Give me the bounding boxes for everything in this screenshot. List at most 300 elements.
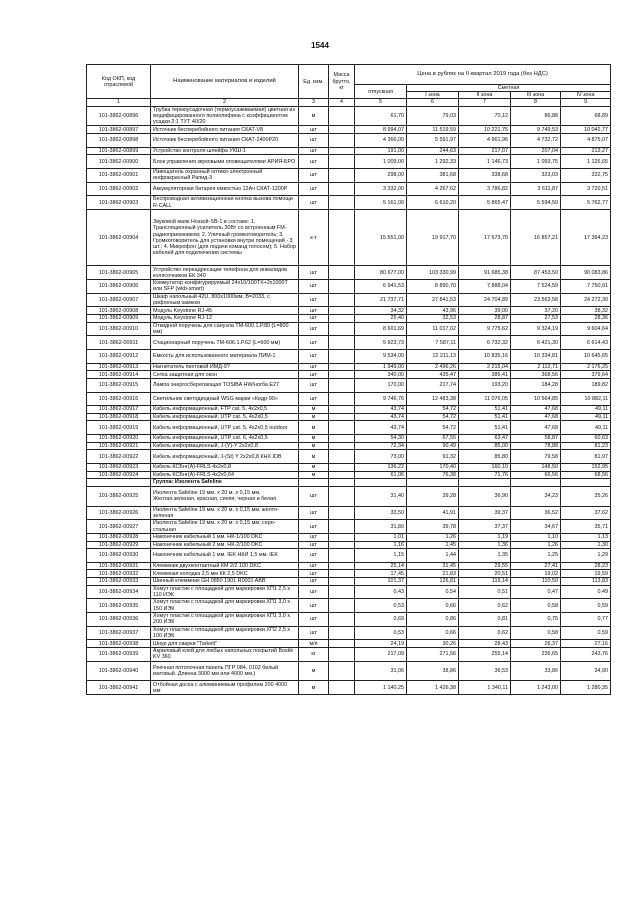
row-zone-3-price: 27,41 xyxy=(511,562,561,570)
row-mass xyxy=(329,413,355,421)
row-code: 101-3862-00922 xyxy=(87,450,151,464)
table-row xyxy=(87,585,611,599)
row-zone-4-price: 152,95 xyxy=(561,464,611,472)
row-zone-4-price: 34,90 xyxy=(561,661,611,681)
row-code: 101-3862-00912 xyxy=(87,350,151,364)
row-mass xyxy=(329,293,355,307)
row-zone-1-price xyxy=(407,479,459,487)
table-row xyxy=(87,578,611,586)
row-zone-4-price: 24 272,30 xyxy=(561,293,611,307)
row-zone-1-price: 11 017,02 xyxy=(407,322,459,336)
row-zone-3-price: 2 112,71 xyxy=(511,363,561,371)
row-zone-2-price: 28,87 xyxy=(459,315,511,323)
table-row xyxy=(87,471,611,479)
row-mass xyxy=(329,168,355,182)
table-row xyxy=(87,520,611,534)
row-zone-2-price: 1 340,11 xyxy=(459,681,511,695)
row-name: Беспроводная активизационная кнопка вызова помощи R-CALL xyxy=(151,196,299,210)
row-zone-1-price: 217,74 xyxy=(407,378,459,392)
row-zone-2-price: 20,51 xyxy=(459,570,511,578)
table-row xyxy=(87,421,611,435)
table-row xyxy=(87,541,611,549)
row-zone-4-price: 10 645,65 xyxy=(561,350,611,364)
row-unit: шт xyxy=(299,578,329,586)
row-mass xyxy=(329,534,355,542)
row-zone-2-price: 193,20 xyxy=(459,378,511,392)
row-zone-1-price: 19 917,70 xyxy=(407,210,459,266)
row-name: Трубка термоусадочная (термоусаживаемая) цветная из модифицированного полиолефина с коэффициентом усадки 2:1 ТУТ 40/20 xyxy=(151,106,299,126)
row-unit: шт xyxy=(299,371,329,379)
column-number: 7 xyxy=(459,99,511,106)
row-zone-1-price: 91,32 xyxy=(407,450,459,464)
table-row xyxy=(87,648,611,662)
column-number: 1 xyxy=(87,99,151,106)
row-zone-4-price: 7 750,91 xyxy=(561,280,611,294)
row-zone-2-price: 4 961,96 xyxy=(459,134,511,148)
row-zone-2-price: 71,76 xyxy=(459,471,511,479)
row-name: Устройство контроля шлейфа УКШ-1 xyxy=(151,147,299,155)
row-zone-2-price: 119,14 xyxy=(459,578,511,586)
row-release-price: 61,70 xyxy=(355,106,407,126)
row-zone-2-price: 9 775,62 xyxy=(459,322,511,336)
row-unit: м xyxy=(299,421,329,435)
group-row xyxy=(87,479,611,487)
row-release-price: 5 161,00 xyxy=(355,196,407,210)
row-mass xyxy=(329,210,355,266)
row-mass xyxy=(329,471,355,479)
row-code: 101-3862-00932 xyxy=(87,570,151,578)
row-unit: шт xyxy=(299,336,329,350)
row-name: Шинный клеммник GH 0850 1901 R0001 ABB xyxy=(151,578,299,586)
row-code: 101-3862-00901 xyxy=(87,168,151,182)
row-zone-3-price: 323,03 xyxy=(511,168,561,182)
row-zone-2-price: 0,81 xyxy=(459,613,511,627)
row-zone-1-price: 435,47 xyxy=(407,371,459,379)
row-zone-1-price: 0,86 xyxy=(407,613,459,627)
row-mass xyxy=(329,681,355,695)
row-unit: шт xyxy=(299,506,329,520)
header-estimate: Сметная xyxy=(407,85,611,92)
row-zone-1-price: 79,03 xyxy=(407,106,459,126)
row-zone-1-price: 1,26 xyxy=(407,534,459,542)
row-unit: шт xyxy=(299,155,329,169)
column-numbers-row xyxy=(87,99,611,106)
row-zone-1-price: 32,53 xyxy=(407,315,459,323)
row-code: 101-3862-00924 xyxy=(87,471,151,479)
row-name: Хомут пластик с площадкой для маркировки ХП1 2,5 х 110 ИЭК xyxy=(151,585,299,599)
row-zone-3-price: 1 243,00 xyxy=(511,681,561,695)
row-code: 101-3862-00900 xyxy=(87,155,151,169)
row-zone-1-price: 0,54 xyxy=(407,585,459,599)
row-release-price: 80 677,00 xyxy=(355,266,407,280)
row-zone-2-price: 63,47 xyxy=(459,435,511,443)
row-unit xyxy=(299,479,329,487)
table-row xyxy=(87,315,611,323)
row-code: 101-3862-00927 xyxy=(87,520,151,534)
row-zone-4-price: 37,62 xyxy=(561,506,611,520)
row-zone-1-price: 12 483,38 xyxy=(407,392,459,406)
table-row xyxy=(87,134,611,148)
header-zone-1: I зона xyxy=(407,92,459,99)
row-zone-2-price: 1,19 xyxy=(459,534,511,542)
row-mass xyxy=(329,350,355,364)
row-mass xyxy=(329,506,355,520)
row-zone-4-price: 49,11 xyxy=(561,406,611,414)
row-zone-3-price: 0,58 xyxy=(511,626,561,640)
row-zone-2-price: 3 786,82 xyxy=(459,182,511,196)
row-mass xyxy=(329,371,355,379)
row-zone-3-price: 10 564,85 xyxy=(511,392,561,406)
row-release-price: 61,06 xyxy=(355,471,407,479)
row-zone-4-price: 3 720,51 xyxy=(561,182,611,196)
row-unit: м xyxy=(299,450,329,464)
row-release-price: 1,01 xyxy=(355,534,407,542)
row-zone-3-price: 110,50 xyxy=(511,578,561,586)
row-mass xyxy=(329,450,355,464)
row-zone-4-price: 17 364,23 xyxy=(561,210,611,266)
row-code: 101-3862-00926 xyxy=(87,506,151,520)
row-code: 101-3862-00941 xyxy=(87,681,151,695)
row-zone-3-price: 1,10 xyxy=(511,534,561,542)
row-zone-2-price: 1 146,73 xyxy=(459,155,511,169)
row-release-price: 15 551,00 xyxy=(355,210,407,266)
row-zone-2-price: 91 685,38 xyxy=(459,266,511,280)
row-zone-2-price: 2 215,04 xyxy=(459,363,511,371)
header-code: Код ОКП, код отраслевой xyxy=(87,65,151,99)
table-row xyxy=(87,562,611,570)
row-zone-2-price: 36,90 xyxy=(459,486,511,506)
row-zone-1-price: 6 610,20 xyxy=(407,196,459,210)
row-code: 101-3862-00937 xyxy=(87,626,151,640)
row-name: Хомут пластик с площадкой для маркировки ХП1 3,0 х 150 ИЭК xyxy=(151,599,299,613)
row-zone-4-price: 90 083,86 xyxy=(561,266,611,280)
header-zone-4: IV зона xyxy=(561,92,611,99)
row-name: Наконечник кабельный 1 мм. IEK НКИ 1,5 мм. IEK xyxy=(151,549,299,563)
table-row xyxy=(87,126,611,134)
row-code: 101-3862-00896 xyxy=(87,106,151,126)
row-name: Реечная потолочная панель ПГР 084, 0102 белый матовый. Длинна 3000 мм или 4000 мм.) xyxy=(151,661,299,681)
row-zone-1-price: 31,45 xyxy=(407,562,459,570)
column-number: 8 xyxy=(511,99,561,106)
row-zone-2-price: 6 732,32 xyxy=(459,336,511,350)
row-zone-4-price: 0,59 xyxy=(561,599,611,613)
row-zone-2-price: 0,62 xyxy=(459,599,511,613)
column-number: 3 xyxy=(299,99,329,106)
row-unit: шт xyxy=(299,520,329,534)
row-mass xyxy=(329,266,355,280)
table-row xyxy=(87,168,611,182)
row-name: Шкаф напольный 42U, 800x1000мм, В=2033, с рифленым замком xyxy=(151,293,299,307)
row-mass xyxy=(329,570,355,578)
row-zone-3-price: 26,37 xyxy=(511,640,561,648)
row-release-price: 6 941,53 xyxy=(355,280,407,294)
row-mass xyxy=(329,182,355,196)
table-row xyxy=(87,442,611,450)
row-zone-2-price: 1,35 xyxy=(459,549,511,563)
row-code: 101-3862-00917 xyxy=(87,406,151,414)
row-unit: м xyxy=(299,464,329,472)
row-zone-3-price: 9 324,19 xyxy=(511,322,561,336)
row-code: 101-3862-00898 xyxy=(87,134,151,148)
row-zone-4-price: 6 614,43 xyxy=(561,336,611,350)
table-row xyxy=(87,661,611,681)
row-unit: м xyxy=(299,442,329,450)
table-row xyxy=(87,464,611,472)
row-name: Модуль Keystone RJ-45 xyxy=(151,307,299,315)
row-mass xyxy=(329,486,355,506)
row-zone-3-price: 10 334,81 xyxy=(511,350,561,364)
row-zone-1-price: 11 519,59 xyxy=(407,126,459,134)
table-row xyxy=(87,392,611,406)
table-row xyxy=(87,450,611,464)
row-code: 101-3862-00936 xyxy=(87,613,151,627)
row-zone-4-price: 68,89 xyxy=(561,106,611,126)
row-zone-3-price: 1,25 xyxy=(511,549,561,563)
row-mass xyxy=(329,442,355,450)
row-release-price: 298,00 xyxy=(355,168,407,182)
table-row xyxy=(87,640,611,648)
row-unit: шт xyxy=(299,486,329,506)
table-row xyxy=(87,182,611,196)
table-row xyxy=(87,280,611,294)
row-unit: кг xyxy=(299,648,329,662)
row-zone-2-price: 338,68 xyxy=(459,168,511,182)
row-zone-3-price: 3 611,87 xyxy=(511,182,561,196)
row-zone-3-price: 236,65 xyxy=(511,648,561,662)
row-zone-2-price: 7 888,04 xyxy=(459,280,511,294)
row-code: 101-3862-00918 xyxy=(87,413,151,421)
row-release-price: 8 601,69 xyxy=(355,322,407,336)
row-unit: м xyxy=(299,106,329,126)
row-release-price: 101,37 xyxy=(355,578,407,586)
row-zone-2-price: 29,55 xyxy=(459,562,511,570)
row-zone-3-price: 9 749,53 xyxy=(511,126,561,134)
row-name: Клеммная колодка 2,5 мм КК 2,5 DKC xyxy=(151,570,299,578)
row-unit: шт xyxy=(299,562,329,570)
table-row xyxy=(87,196,611,210)
row-release-price: 31,40 xyxy=(355,486,407,506)
table-row xyxy=(87,293,611,307)
row-code: 101-3862-00930 xyxy=(87,549,151,563)
row-release-price: 54,30 xyxy=(355,435,407,443)
row-zone-3-price: 148,50 xyxy=(511,464,561,472)
row-unit: м xyxy=(299,681,329,695)
row-zone-4-price: 68,56 xyxy=(561,471,611,479)
row-zone-2-price: 51,41 xyxy=(459,406,511,414)
row-mass xyxy=(329,315,355,323)
row-zone-4-price: 243,76 xyxy=(561,648,611,662)
row-name: Шнур для сварки "Tarkett" xyxy=(151,640,299,648)
row-mass xyxy=(329,613,355,627)
row-unit: м xyxy=(299,471,329,479)
table-row xyxy=(87,534,611,542)
row-code: 101-3862-00915 xyxy=(87,378,151,392)
row-release-price: 0,53 xyxy=(355,626,407,640)
row-code: 101-3862-00920 xyxy=(87,435,151,443)
row-code: 101-3862-00905 xyxy=(87,266,151,280)
column-number: 4 xyxy=(329,99,355,106)
row-zone-2-price: 11 076,05 xyxy=(459,392,511,406)
row-zone-3-price: 7 524,59 xyxy=(511,280,561,294)
row-name: Кабель информационный, UTP cat. 6, 4x2x0,5 xyxy=(151,435,299,443)
row-release-price: 43,74 xyxy=(355,406,407,414)
row-zone-3-price: 0,47 xyxy=(511,585,561,599)
row-zone-1-price: 76,38 xyxy=(407,471,459,479)
row-unit: шт xyxy=(299,293,329,307)
row-zone-2-price: 217,07 xyxy=(459,147,511,155)
row-zone-4-price: 0,49 xyxy=(561,585,611,599)
row-code: 101-3862-00909 xyxy=(87,315,151,323)
row-code: 101-3862-00899 xyxy=(87,147,151,155)
row-unit: м xyxy=(299,406,329,414)
row-code: 101-3862-00907 xyxy=(87,293,151,307)
row-zone-4-price: 35,71 xyxy=(561,520,611,534)
row-zone-2-price: 70,12 xyxy=(459,106,511,126)
row-zone-3-price: 16 857,21 xyxy=(511,210,561,266)
row-zone-2-price: 0,62 xyxy=(459,626,511,640)
row-zone-4-price: 5 762,77 xyxy=(561,196,611,210)
row-mass xyxy=(329,378,355,392)
row-zone-2-price: 39,00 xyxy=(459,307,511,315)
row-zone-1-price: 103 330,99 xyxy=(407,266,459,280)
row-release-price: 5 923,73 xyxy=(355,336,407,350)
row-zone-3-price: 184,28 xyxy=(511,378,561,392)
row-code: 101-3862-00934 xyxy=(87,585,151,599)
row-name: Лампа энергосберегающая TOSIBA HW/ногба Е27 xyxy=(151,378,299,392)
row-code: 101-3862-00925 xyxy=(87,486,151,506)
row-release-price: 191,00 xyxy=(355,147,407,155)
table-row xyxy=(87,570,611,578)
row-zone-2-price: 51,41 xyxy=(459,413,511,421)
row-name: Звуковой маяк Ноззой-SB-1 в составе: 1. Трансляционный усилитель 30Вт со встроенным FM- радиоприемником; 2. Уличный громкоговоритель; 3. Громкоговоритель для установки внутри помещений - 3 шт.; 4. Микрофон (для подачи команд голосом); 5. Набор кабелей для подключения системы xyxy=(151,210,299,266)
row-code: 101-3862-00913 xyxy=(87,363,151,371)
table-row xyxy=(87,378,611,392)
row-unit: шт xyxy=(299,570,329,578)
row-release-price: 43,74 xyxy=(355,413,407,421)
row-zone-2-price: 5 865,47 xyxy=(459,196,511,210)
row-zone-3-price: 19,02 xyxy=(511,570,561,578)
row-code: 101-3862-00923 xyxy=(87,464,151,472)
row-zone-3-price: 37,20 xyxy=(511,307,561,315)
row-release-price: 1 949,00 xyxy=(355,363,407,371)
table-row xyxy=(87,435,611,443)
row-unit: шт xyxy=(299,196,329,210)
page-number: 1544 xyxy=(311,41,329,50)
row-mass xyxy=(329,648,355,662)
row-code: 101-3862-00910 xyxy=(87,322,151,336)
row-zone-1-price: 271,56 xyxy=(407,648,459,662)
table-row xyxy=(87,681,611,695)
row-zone-4-price: 27,16 xyxy=(561,640,611,648)
row-name: Изолента Safeline 19 мм. х 20 м. х 0,15 мм. серо-стальная xyxy=(151,520,299,534)
row-mass xyxy=(329,155,355,169)
row-name: Кабель информационный, UTP cat. 5, 4x2x0,5 outdoor xyxy=(151,421,299,435)
column-number: 2 xyxy=(151,99,299,106)
row-zone-3-price: 79,58 xyxy=(511,450,561,464)
row-unit: шт xyxy=(299,126,329,134)
row-name: Модуль Keystone RJ-12 xyxy=(151,315,299,323)
row-unit: м/п xyxy=(299,640,329,648)
row-zone-4-price: 28,23 xyxy=(561,562,611,570)
table-row xyxy=(87,210,611,266)
row-zone-4-price: 379,64 xyxy=(561,371,611,379)
row-name: Откидной поручень для санузла ТМ-600.1.Р.80 (L=800 мм) xyxy=(151,322,299,336)
row-zone-1-price: 12 211,13 xyxy=(407,350,459,364)
row-name: Сетка защитная для окон xyxy=(151,371,299,379)
row-release-price: 17,45 xyxy=(355,570,407,578)
row-release-price: 31,06 xyxy=(355,661,407,681)
row-release-price: 340,00 xyxy=(355,371,407,379)
row-unit: шт xyxy=(299,322,329,336)
row-unit: м xyxy=(299,435,329,443)
row-name: Изолента Safeline 19 мм. х 20 м. х 0,15 мм. желто-зеленая xyxy=(151,506,299,520)
row-release-price: 73,00 xyxy=(355,450,407,464)
column-number: 5 xyxy=(355,99,407,106)
table-row xyxy=(87,155,611,169)
row-code: 101-3862-00903 xyxy=(87,196,151,210)
row-zone-3-price: 33,86 xyxy=(511,661,561,681)
row-zone-1-price: 39,78 xyxy=(407,520,459,534)
row-zone-3-price: 47,68 xyxy=(511,406,561,414)
row-unit: шт xyxy=(299,168,329,182)
row-name: Емкость для использованного материала ПИМ-1 xyxy=(151,350,299,364)
row-name: Коммутатор конфигурируемый 24x10/100TX+2x1000T или SFP (wkb-smart) xyxy=(151,280,299,294)
row-code: 101-3862-00902 xyxy=(87,182,151,196)
row-zone-2-price xyxy=(459,479,511,487)
row-name: Кабель информационный, J-(St) Y 2x2x0,8 КНХ IDB xyxy=(151,450,299,464)
row-zone-4-price: 81,23 xyxy=(561,442,611,450)
row-zone-4-price: 1,29 xyxy=(561,549,611,563)
row-unit: шт xyxy=(299,534,329,542)
row-zone-3-price xyxy=(511,479,561,487)
row-mass xyxy=(329,307,355,315)
row-zone-4-price: 1,13 xyxy=(561,534,611,542)
row-release-price: 0,69 xyxy=(355,613,407,627)
row-code: 101-3862-00931 xyxy=(87,562,151,570)
table-row xyxy=(87,322,611,336)
row-code: 101-3862-00921 xyxy=(87,442,151,450)
row-code: 101-3862-00897 xyxy=(87,126,151,134)
row-zone-2-price: 160,10 xyxy=(459,464,511,472)
row-name: Наконечник кабельный 2 мм. НК-2/100 DKC xyxy=(151,541,299,549)
row-name: Кабель информационный, J-(Y)-Y 2x2x0,8 xyxy=(151,442,299,450)
row-code: 101-3862-00935 xyxy=(87,599,151,613)
row-zone-3-price: 58,87 xyxy=(511,435,561,443)
row-zone-4-price: 10 042,77 xyxy=(561,126,611,134)
table-row xyxy=(87,336,611,350)
row-zone-4-price: 189,82 xyxy=(561,378,611,392)
table-row xyxy=(87,307,611,315)
row-zone-1-price: 1,45 xyxy=(407,541,459,549)
row-zone-3-price: 27,53 xyxy=(511,315,561,323)
row-release-price: 170,00 xyxy=(355,378,407,392)
row-zone-4-price: 1 126,65 xyxy=(561,155,611,169)
row-zone-4-price: 60,63 xyxy=(561,435,611,443)
table-row xyxy=(87,363,611,371)
row-zone-2-price: 386,41 xyxy=(459,371,511,379)
row-mass xyxy=(329,406,355,414)
row-release-price: 25,14 xyxy=(355,562,407,570)
row-unit: шт xyxy=(299,541,329,549)
row-zone-1-price: 54,72 xyxy=(407,413,459,421)
row-zone-2-price: 37,37 xyxy=(459,520,511,534)
row-zone-4-price: 1,30 xyxy=(561,541,611,549)
row-code: 101-3862-00919 xyxy=(87,421,151,435)
row-mass xyxy=(329,585,355,599)
row-unit: шт xyxy=(299,307,329,315)
row-release-price: 33,50 xyxy=(355,506,407,520)
row-unit: шт xyxy=(299,147,329,155)
